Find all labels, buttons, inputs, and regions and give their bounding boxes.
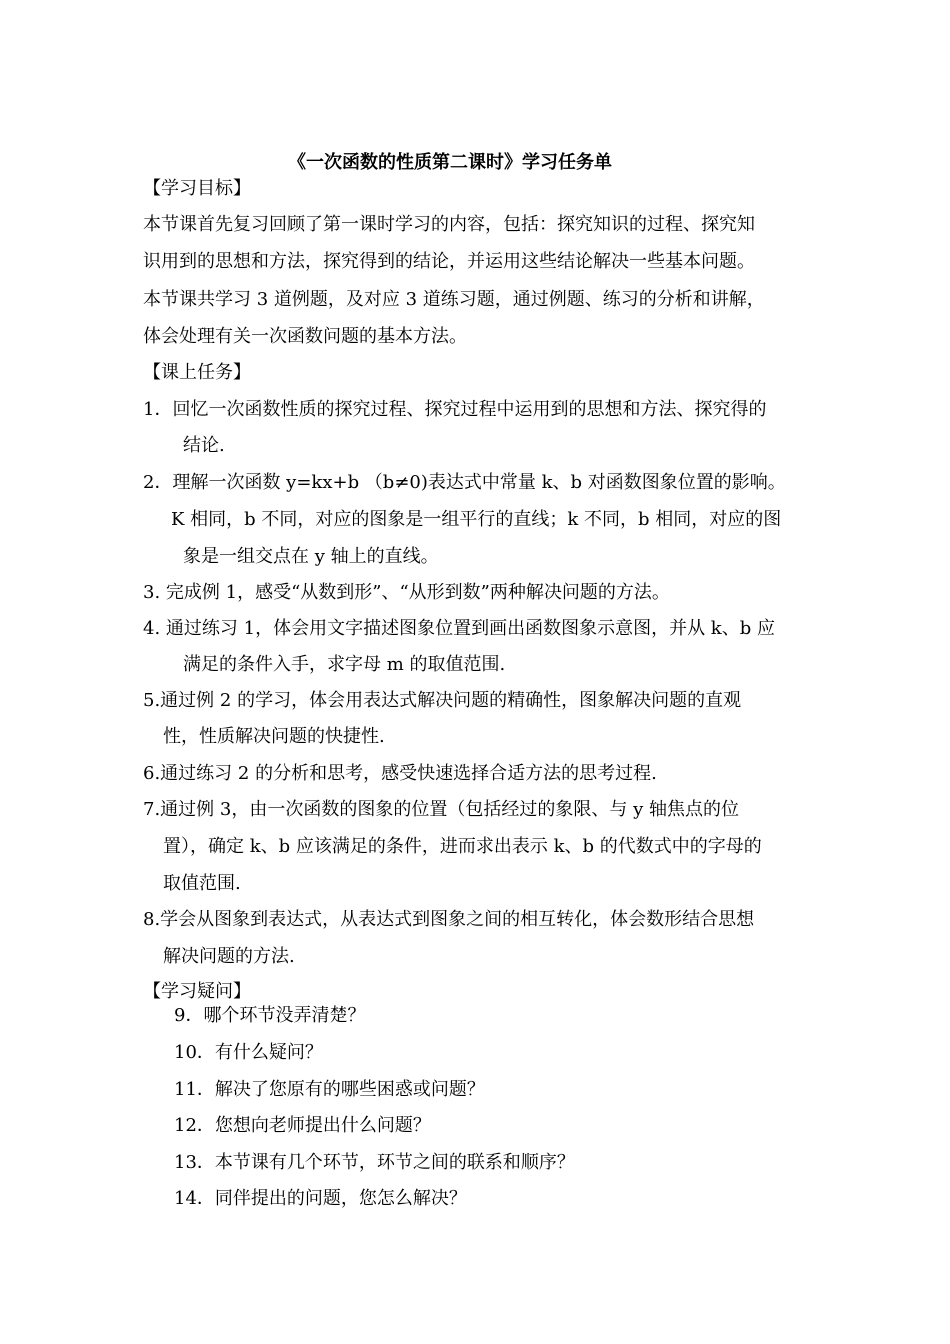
- goals-line: 本节课共学习 3 道例题，及对应 3 道练习题，通过例题、练习的分析和讲解，: [143, 289, 765, 310]
- section-heading-tasks: 【课上任务】: [143, 362, 251, 383]
- task-line: 2．理解一次函数 y=kx+b （b≠0)表达式中常量 k、b 对函数图象位置的影响。: [143, 472, 786, 493]
- page-title: 《一次函数的性质第二课时》学习任务单: [288, 152, 612, 173]
- goals-line: 识用到的思想和方法，探究得到的结论，并运用这些结论解决一些基本问题。: [143, 251, 755, 272]
- task-line: K 相同，b 不同，对应的图象是一组平行的直线；k 不同，b 相同，对应的图: [171, 509, 782, 530]
- section-heading-goals: 【学习目标】: [143, 178, 251, 199]
- task-line: 8.学会从图象到表达式，从表达式到图象之间的相互转化，体会数形结合思想: [143, 909, 755, 930]
- question-line: 11．解决了您原有的哪些困惑或问题？: [174, 1079, 485, 1100]
- task-line: 结论.: [183, 435, 225, 456]
- goals-line: 本节课首先复习回顾了第一课时学习的内容，包括：探究知识的过程、探究知: [143, 214, 755, 235]
- task-line: 3. 完成例 1，感受“从数到形”、“从形到数”两种解决问题的方法。: [143, 582, 670, 603]
- question-line: 12．您想向老师提出什么问题？: [174, 1115, 431, 1136]
- task-line: 4. 通过练习 1，体会用文字描述图象位置到画出函数图象示意图，并从 k、b 应: [143, 618, 775, 639]
- task-line: 取值范围.: [163, 873, 241, 894]
- task-line: 象是一组交点在 y 轴上的直线。: [183, 546, 439, 567]
- question-line: 13．本节课有几个环节，环节之间的联系和顺序？: [174, 1152, 575, 1173]
- task-line: 满足的条件入手，求字母 m 的取值范围.: [183, 654, 506, 675]
- task-line: 1．回忆一次函数性质的探究过程、探究过程中运用到的思想和方法、探究得的: [143, 399, 767, 420]
- question-line: 14．同伴提出的问题，您怎么解决？: [174, 1188, 467, 1209]
- goals-line: 体会处理有关一次函数问题的基本方法。: [143, 326, 467, 347]
- task-line: 5.通过例 2 的学习，体会用表达式解决问题的精确性，图象解决问题的直观: [143, 690, 742, 711]
- task-line: 6.通过练习 2 的分析和思考，感受快速选择合适方法的思考过程.: [143, 763, 657, 784]
- task-line: 性，性质解决问题的快捷性.: [163, 726, 385, 747]
- question-line: 10．有什么疑问？: [174, 1042, 323, 1063]
- task-line: 解决问题的方法.: [163, 946, 295, 967]
- task-line: 7.通过例 3，由一次函数的图象的位置（包括经过的象限、与 y 轴焦点的位: [143, 799, 739, 820]
- question-line: 9．哪个环节没弄清楚？: [174, 1005, 366, 1026]
- task-line: 置），确定 k、b 应该满足的条件，进而求出表示 k、b 的代数式中的字母的: [163, 836, 762, 857]
- section-heading-questions: 【学习疑问】: [143, 981, 251, 1002]
